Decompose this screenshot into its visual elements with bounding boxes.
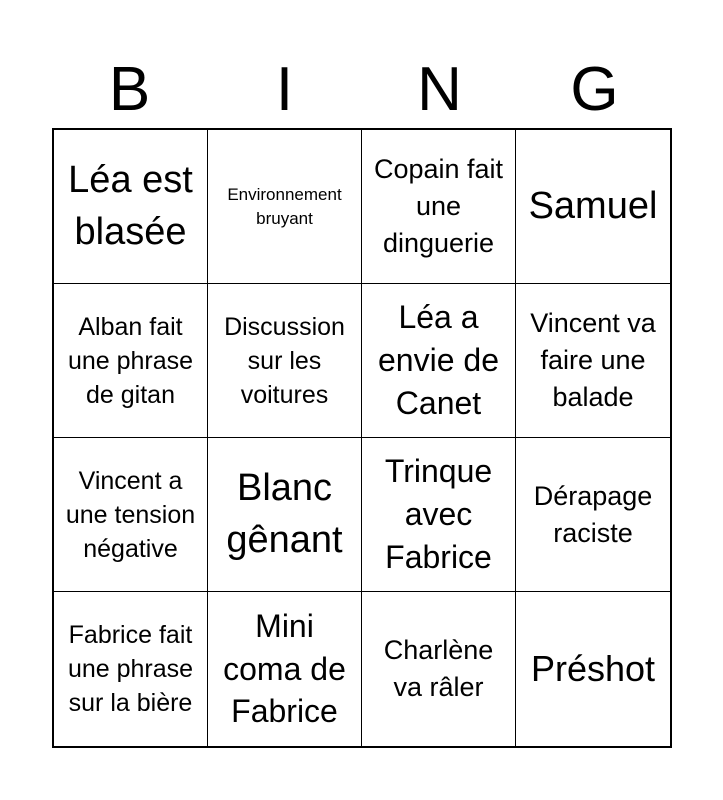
bingo-cell-r1-c1[interactable] [54,130,208,284]
bingo-cell-label: Trinque avec Fabrice [384,453,493,575]
bingo-cell-label: Vincent va faire une balade [530,308,656,412]
bingo-header [52,52,672,128]
bingo-cell-r3-c4[interactable] [516,438,670,592]
bingo-cell-label: Alban fait une phrase de gitan [67,312,194,409]
bingo-cell-label: Environnement bruyant [227,184,342,228]
bingo-cell-label: Fabrice fait une phrase sur la bière [67,621,194,717]
bingo-cell-r4-c4[interactable] [516,592,670,746]
header-letter-b: B [108,55,151,124]
bingo-cell-label: Charlène va râler [383,635,494,702]
bingo-cell-label: Discussion sur les voitures [224,312,345,409]
bingo-cell-r1-c2[interactable] [208,130,362,284]
bingo-cell-label: Copain fait une dinguerie [373,154,504,258]
bingo-cell-r2-c1[interactable] [54,284,208,438]
bingo-cell-r2-c4[interactable] [516,284,670,438]
bingo-cell-label: Blanc gênant [226,466,343,561]
bingo-cell-label: Préshot [530,647,656,689]
bingo-cell-r4-c2[interactable] [208,592,362,746]
header-letter-i: I [275,55,294,124]
bingo-board [52,128,672,748]
bingo-cell-label: Mini coma de Fabrice [223,607,346,730]
bingo-cell-r4-c3[interactable] [362,592,516,746]
bingo-cell-label: Léa a envie de Canet [378,299,499,421]
header-letter-n: N [417,55,462,124]
bingo-cell-label: Dérapage raciste [533,480,653,548]
bingo-cell-r3-c2[interactable] [208,438,362,592]
bingo-cell-label: Léa est blasée [68,158,193,253]
bingo-cell-r3-c3[interactable] [362,438,516,592]
bingo-cell-r1-c4[interactable] [516,130,670,284]
header-letter-g: G [570,55,619,124]
bingo-cell-label: Vincent a une tension négative [65,466,196,563]
bingo-cell-label: Samuel [528,184,658,227]
bingo-cell-r1-c3[interactable] [362,130,516,284]
bingo-cell-r2-c3[interactable] [362,284,516,438]
bingo-cell-r2-c2[interactable] [208,284,362,438]
bingo-cell-r4-c1[interactable] [54,592,208,746]
bingo-cell-r3-c1[interactable] [54,438,208,592]
